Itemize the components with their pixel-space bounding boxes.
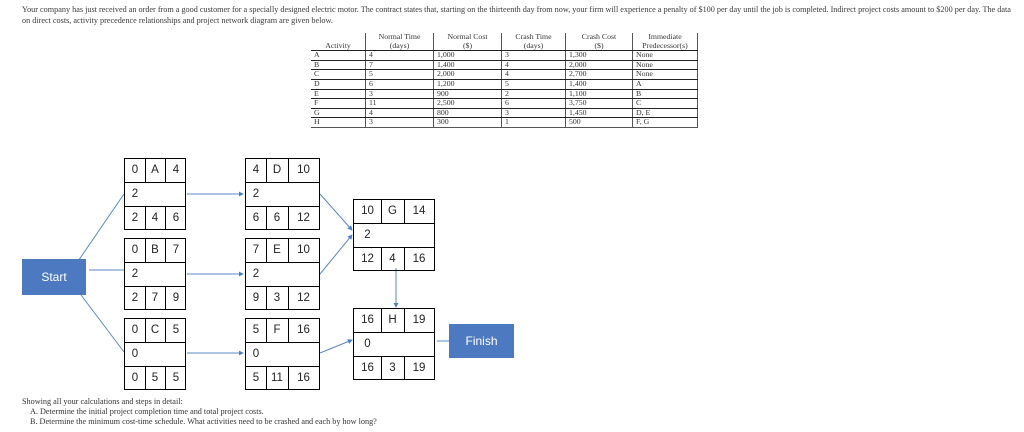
node-b-es: 0 xyxy=(131,244,139,256)
question-a: A. Determine the initial project completion time and total project costs. xyxy=(30,407,264,417)
questions-heading: Showing all your calculations and steps in detail: xyxy=(22,397,183,406)
node-g-ls: 12 xyxy=(361,253,374,265)
table-cell: 1,450 xyxy=(566,108,633,118)
header-normal-cost: Normal Cost ($) xyxy=(434,33,502,51)
table-cell: 3 xyxy=(502,108,566,118)
table-cell: 2,000 xyxy=(434,70,502,80)
arrow-f-h xyxy=(320,340,352,353)
arrow-d-g xyxy=(320,194,352,230)
table-cell: 1,300 xyxy=(566,51,633,61)
node-e-slack: 2 xyxy=(252,268,260,280)
start-node: Start xyxy=(22,259,86,295)
table-cell: None xyxy=(633,60,698,70)
node-f-duration: 11 xyxy=(271,372,283,384)
node-d-es: 4 xyxy=(252,164,260,176)
header-predecessors: Immediate Predecessor(s) xyxy=(633,33,698,51)
node-g-slack: 2 xyxy=(364,229,371,241)
table-cell: E xyxy=(311,89,366,99)
table-cell: 2,500 xyxy=(434,99,502,109)
node-f-slack: 0 xyxy=(252,348,260,360)
table-cell: D xyxy=(311,79,366,89)
node-activity-h xyxy=(353,308,435,380)
table-cell: 1,400 xyxy=(434,60,502,70)
node-f-name: F xyxy=(273,324,281,336)
table-cell: 1,400 xyxy=(566,79,633,89)
table-cell: None xyxy=(633,51,698,61)
arrow-e-g xyxy=(320,235,352,274)
node-c-duration: 5 xyxy=(151,372,159,384)
table-cell: B xyxy=(633,89,698,99)
node-d-ef: 10 xyxy=(297,164,310,176)
node-c-lf: 5 xyxy=(172,372,180,384)
node-c-ls: 0 xyxy=(131,372,139,384)
table-cell: A xyxy=(633,79,698,89)
node-g-duration: 4 xyxy=(389,253,396,265)
table-cell: 1,100 xyxy=(566,89,633,99)
node-activity-b xyxy=(124,238,186,310)
node-e-ef: 10 xyxy=(297,244,310,256)
node-a-name: A xyxy=(151,164,159,176)
table-cell: 2 xyxy=(502,89,566,99)
node-h-slack: 0 xyxy=(364,338,371,350)
node-d-lf: 12 xyxy=(297,212,310,224)
node-g-ef: 14 xyxy=(412,205,426,217)
table-cell: 1 xyxy=(502,118,566,128)
node-e-ls: 9 xyxy=(252,292,260,304)
table-cell: None xyxy=(633,70,698,80)
table-cell: 900 xyxy=(434,89,502,99)
node-d-name: D xyxy=(272,164,282,176)
table-cell: 500 xyxy=(566,118,633,128)
table-cell: H xyxy=(311,118,366,128)
table-cell: 7 xyxy=(366,60,434,70)
node-f-lf: 16 xyxy=(297,372,310,384)
table-cell: 3,750 xyxy=(566,99,633,109)
node-d-duration: 6 xyxy=(273,212,281,224)
header-crash-time: Crash Time (days) xyxy=(502,33,566,51)
node-g-name: G xyxy=(388,205,397,217)
node-e-name: E xyxy=(273,244,281,256)
node-activity-c xyxy=(124,318,186,390)
questions-section xyxy=(22,397,377,428)
node-h-lf: 19 xyxy=(412,362,426,374)
table-cell: 6 xyxy=(366,79,434,89)
node-h-ef: 19 xyxy=(412,314,426,326)
problem-statement: Your company has just received an order from a good customer for a specially designed electric motor. The contract states that, starting on the thirteenth day from now, your firm will experience a penalty of $100 per day until the job is completed. Indirect project costs amount to $200 per day. The data on direct costs, activity precedence relationships and project network diagram are given below. xyxy=(22,5,1011,25)
node-d-slack: 2 xyxy=(252,188,260,200)
table-cell: 5 xyxy=(502,79,566,89)
node-g-es: 10 xyxy=(361,205,374,217)
node-e-es: 7 xyxy=(252,244,260,256)
table-cell: A xyxy=(311,51,366,61)
table-cell: C xyxy=(311,70,366,80)
table-cell: B xyxy=(311,60,366,70)
node-d-ls: 6 xyxy=(252,212,260,224)
node-e-lf: 12 xyxy=(297,292,310,304)
node-b-duration: 7 xyxy=(151,292,159,304)
table-cell: C xyxy=(633,99,698,109)
header-normal-time: Normal Time (days) xyxy=(366,33,434,51)
node-activity-a xyxy=(124,158,186,230)
node-b-ef: 7 xyxy=(172,244,180,256)
node-a-ef: 4 xyxy=(172,164,180,176)
node-c-ef: 5 xyxy=(172,324,180,336)
node-h-duration: 3 xyxy=(389,362,396,374)
node-f-ef: 16 xyxy=(297,324,310,336)
table-cell: 3 xyxy=(366,89,434,99)
node-a-es: 0 xyxy=(131,164,139,176)
node-a-duration: 4 xyxy=(151,212,159,224)
table-cell: 5 xyxy=(366,70,434,80)
node-f-ls: 5 xyxy=(252,372,260,384)
node-b-ls: 2 xyxy=(131,292,139,304)
node-activity-f xyxy=(245,318,320,390)
table-cell: 300 xyxy=(434,118,502,128)
node-activity-g xyxy=(353,199,435,271)
node-activity-e xyxy=(245,238,320,310)
table-cell: G xyxy=(311,108,366,118)
node-b-name: B xyxy=(151,244,159,256)
table-cell: D, E xyxy=(633,108,698,118)
table-cell: 1,000 xyxy=(434,51,502,61)
node-g-lf: 16 xyxy=(412,253,426,265)
node-c-es: 0 xyxy=(131,324,139,336)
node-b-lf: 9 xyxy=(172,292,180,304)
table-cell: 4 xyxy=(366,108,434,118)
table-cell: 800 xyxy=(434,108,502,118)
node-h-es: 16 xyxy=(361,314,374,326)
node-c-slack: 0 xyxy=(131,348,139,360)
node-h-name: H xyxy=(388,314,397,326)
table-cell: 4 xyxy=(502,60,566,70)
node-h-ls: 16 xyxy=(361,362,374,374)
finish-node: Finish xyxy=(449,324,514,358)
question-b: B. Determine the minimum cost-time schedule. What activities need to be crashed and each by how long? xyxy=(30,417,377,427)
node-a-ls: 2 xyxy=(131,212,139,224)
table-cell: F, G xyxy=(633,118,698,128)
header-crash-cost: Crash Cost ($) xyxy=(566,33,633,51)
node-a-slack: 2 xyxy=(131,188,139,200)
table-cell: 6 xyxy=(502,99,566,109)
table-cell: 3 xyxy=(366,118,434,128)
node-b-slack: 2 xyxy=(131,268,139,280)
table-cell: 4 xyxy=(502,70,566,80)
table-cell: 2,700 xyxy=(566,70,633,80)
node-a-lf: 6 xyxy=(172,212,180,224)
table-cell: 11 xyxy=(366,99,434,109)
table-cell: 3 xyxy=(502,51,566,61)
node-f-es: 5 xyxy=(252,324,260,336)
table-cell: 4 xyxy=(366,51,434,61)
node-c-name: C xyxy=(150,324,160,336)
node-activity-d xyxy=(245,158,320,230)
table-cell: 2,000 xyxy=(566,60,633,70)
table-cell: F xyxy=(311,99,366,109)
header-activity: Activity xyxy=(311,33,366,51)
node-e-duration: 3 xyxy=(273,292,281,304)
table-cell: 1,200 xyxy=(434,79,502,89)
